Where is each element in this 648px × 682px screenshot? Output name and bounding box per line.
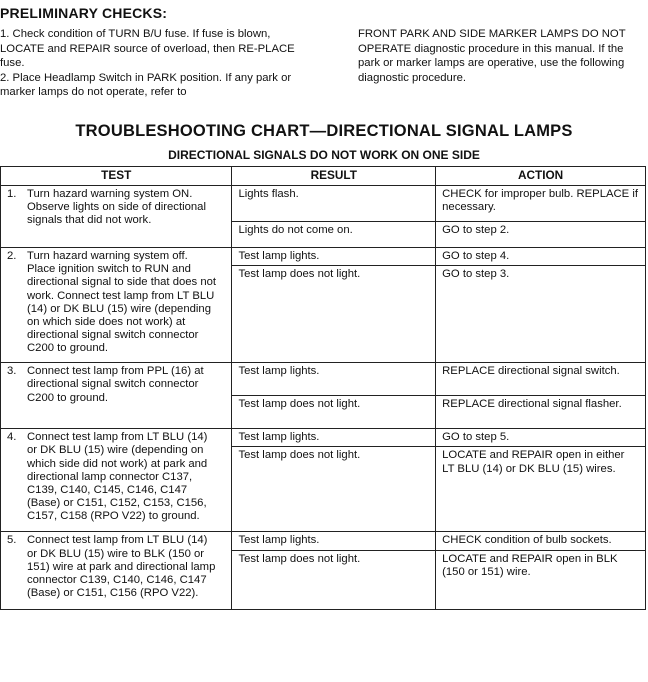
preliminary-checks-heading: PRELIMINARY CHECKS:: [0, 5, 168, 21]
header-test: TEST: [1, 167, 232, 186]
chart-subtitle: DIRECTIONAL SIGNALS DO NOT WORK ON ONE SIDE: [168, 148, 480, 162]
step-1-test: [1, 186, 232, 248]
action-cell: LOCATE and REPAIR open in either LT BLU (14) or DK BLU (15) wires.: [436, 447, 646, 532]
step-2-test: [1, 248, 232, 363]
result-cell: Test lamp does not light.: [232, 396, 436, 429]
test-text: Turn hazard warning system ON. Observe lights on side of directional signals that did not work.: [27, 188, 206, 227]
step-3-test: [1, 363, 232, 429]
result-cell: Test lamp does not light.: [232, 550, 436, 609]
chart-title: TROUBLESHOOTING CHART—DIRECTIONAL SIGNAL LAMPS: [75, 122, 573, 140]
step-number: 3.: [7, 365, 17, 378]
result-cell: Test lamp does not light.: [232, 447, 436, 532]
action-cell: GO to step 3.: [436, 266, 646, 363]
action-cell: GO to step 2.: [436, 222, 646, 248]
header-result: RESULT: [232, 167, 436, 186]
step-number: 5.: [7, 534, 17, 547]
test-text: Connect test lamp from LT BLU (14) or DK BLU (15) wire to BLK (150 or 151) wire at park and directional lamp connector C139, C140, C146, C147 (Base) or C151, C156 (RPO V22).: [27, 534, 216, 600]
action-cell: LOCATE and REPAIR open in BLK (150 or 151) wire.: [436, 550, 646, 609]
result-cell: Test lamp lights.: [232, 532, 436, 550]
result-cell: Test lamp does not light.: [232, 266, 436, 363]
action-cell: GO to step 4.: [436, 248, 646, 266]
table-row: [1, 186, 646, 222]
action-cell: CHECK condition of bulb sockets.: [436, 532, 646, 550]
test-text: Connect test lamp from LT BLU (14) or DK BLU (15) wire (depending on which side did not work) at park and directional lamp connector C137, C139, C140, C145, C146, C147 (Base) or C151, C152, C153, C156, C157, C158 (RPO V22) to ground.: [27, 431, 208, 523]
table-row: [1, 248, 646, 266]
result-cell: Test lamp lights.: [232, 429, 436, 447]
step-5-test: [1, 532, 232, 609]
result-cell: Lights flash.: [232, 186, 436, 222]
table-row: [1, 363, 646, 396]
preliminary-check-2-continuation: FRONT PARK AND SIDE MARKER LAMPS DO NOT OPERATE diagnostic procedure in this manual. If the park or marker lamps are operative, use the following diagnostic procedure.: [358, 28, 626, 84]
step-number: 1.: [7, 188, 17, 200]
action-cell: GO to step 5.: [436, 429, 646, 447]
action-cell: REPLACE directional signal switch.: [436, 363, 646, 396]
result-cell: Test lamp lights.: [232, 248, 436, 266]
action-cell: CHECK for improper bulb. REPLACE if necessary.: [436, 186, 646, 222]
table-header-row: [1, 167, 646, 186]
result-cell: Lights do not come on.: [232, 222, 436, 248]
step-number: 4.: [7, 431, 17, 444]
step-number: 2.: [7, 250, 17, 262]
result-cell: Test lamp lights.: [232, 363, 436, 396]
action-cell: REPLACE directional signal flasher.: [436, 396, 646, 429]
preliminary-check-1: 1. Check condition of TURN B/U fuse. If fuse is blown, LOCATE and REPAIR source of overload, then RE-PLACE fuse.: [0, 28, 295, 69]
test-text: Turn hazard warning system off. Place ignition switch to RUN and directional signal to side that does not work. Connect test lamp from LT BLU (14) or DK BLU (15) wire (depending on which side does not work) at directional signal switch connector C200 to ground.: [27, 250, 217, 355]
preliminary-checks-list: [0, 27, 300, 100]
troubleshooting-table: [0, 166, 646, 610]
table-row: [1, 429, 646, 447]
test-text: Connect test lamp from PPL (16) at directional signal switch connector C200 to ground.: [27, 365, 204, 404]
step-4-test: [1, 429, 232, 532]
header-action: ACTION: [436, 167, 646, 186]
preliminary-check-2: 2. Place Headlamp Switch in PARK position. If any park or marker lamps do not operate, refer to: [0, 71, 292, 98]
table-row: [1, 532, 646, 550]
